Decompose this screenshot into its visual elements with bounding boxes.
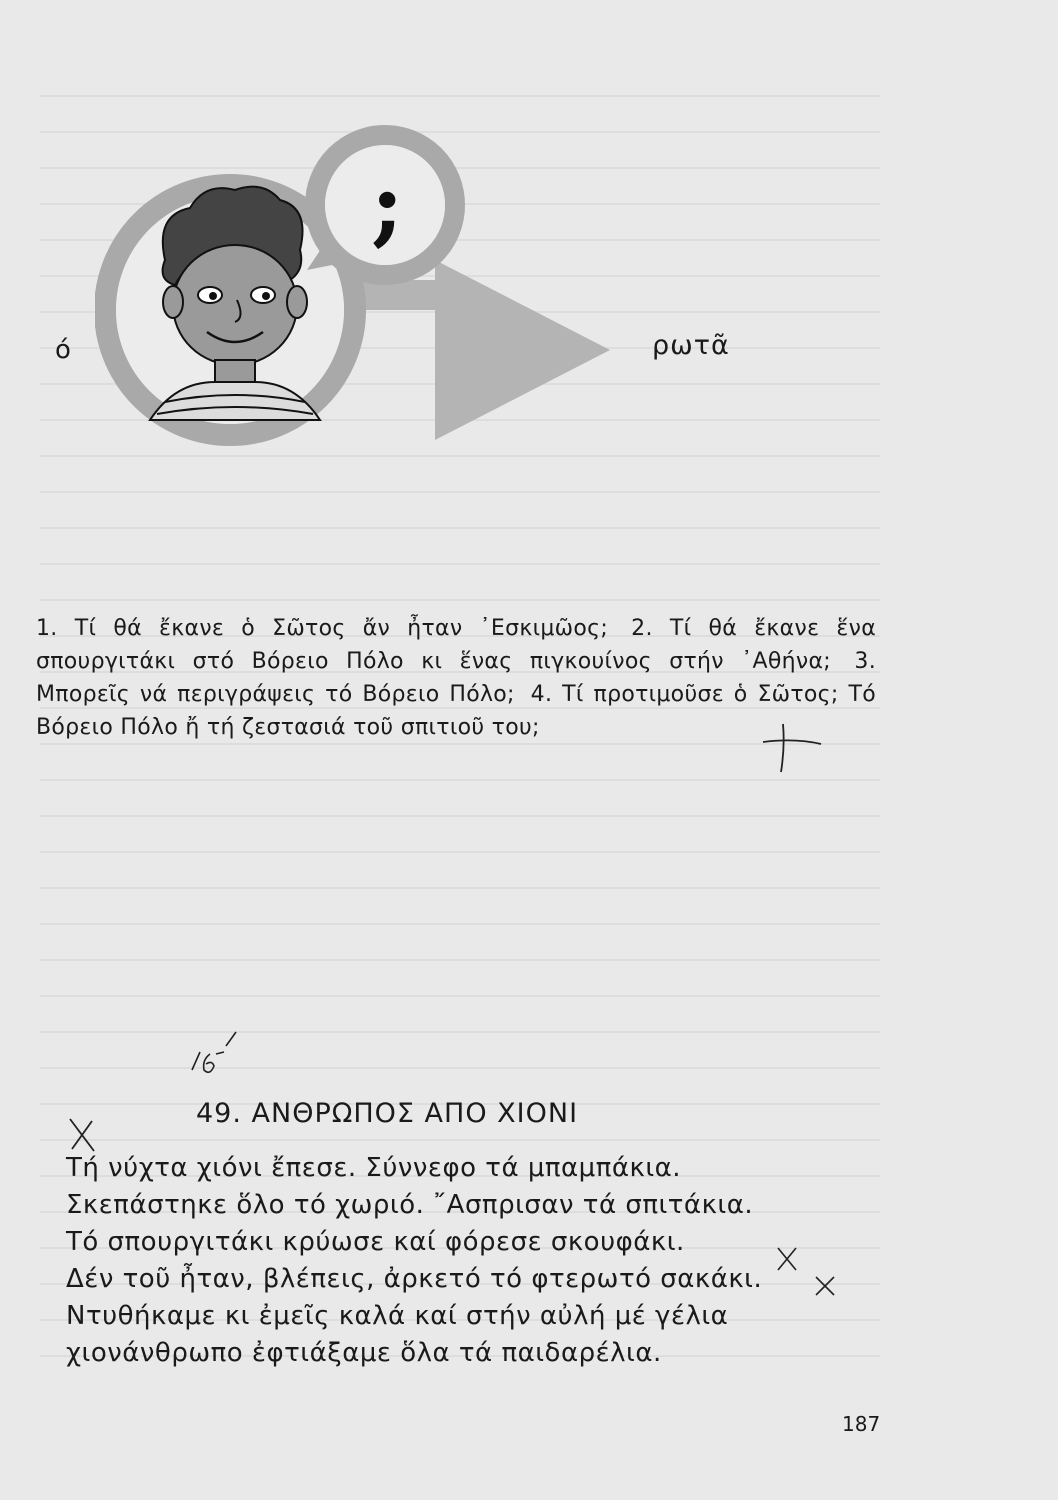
questions-paragraph [36,612,876,744]
poem-line: Δέν τοῦ ἦταν, βλέπεις, ἀρκετό τό φτερωτό σακάκι. [66,1264,763,1294]
handwritten-x-mark [66,1115,98,1153]
handwritten-x-mark [774,1244,800,1274]
poem-line: Τό σπουργιτάκι κρύωσε καί φόρεσε σκουφάκι. [66,1227,685,1257]
poem-body [66,1150,876,1372]
question-item: 3. Μπορεῖς νά περιγράψεις τό Βόρειο Πόλο; [36,649,876,707]
illustration-right-label: ρωτᾶ [652,330,730,361]
illustration-left-label: ό [55,335,71,365]
poem-line: Σκεπάστηκε ὅλο τό χωριό. ῎Ασπρισαν τά σπιτάκια. [66,1190,754,1220]
poem-line: χιονάνθρωπο ἐφτιάξαμε ὅλα τά παιδαρέλια. [66,1338,662,1368]
handwritten-16-1-mark [186,1030,246,1082]
handwritten-note [186,1030,246,1082]
question-item: 1. Τί θά ἔκανε ὁ Σῶτος ἄν ἦταν ᾿Εσκιμῶος; [36,616,609,641]
poem-title: 49. ΑΝΘΡΩΠΟΣ ΑΠΟ ΧΙΟΝΙ [196,1098,579,1129]
question-mark-symbol: ; [371,152,404,256]
handwritten-x-mark [813,1274,837,1298]
question-item: 4. Τί προτιμοῦσε ὁ Σῶτος; Τό Βόρειο Πόλο ἤ τή ζεστασιά τοῦ σπιτιοῦ του; [36,682,876,740]
handwritten-cross-mark [755,722,825,774]
poem-line: Τή νύχτα χιόνι ἔπεσε. Σύννεφο τά μπαμπάκια. [66,1153,682,1183]
poem-line: Ντυθήκαμε κι ἐμεῖς καλά καί στήν αὐλή μέ γέλια [66,1301,729,1331]
page-number: 187 [842,1412,881,1436]
question-illustration [95,120,635,460]
question-item: 2. Τί θά ἔκανε ἕνα σπουργιτάκι στό Βόρειο Πόλο κι ἕνας πιγκουίνος στήν ᾿Αθήνα; [36,616,876,674]
